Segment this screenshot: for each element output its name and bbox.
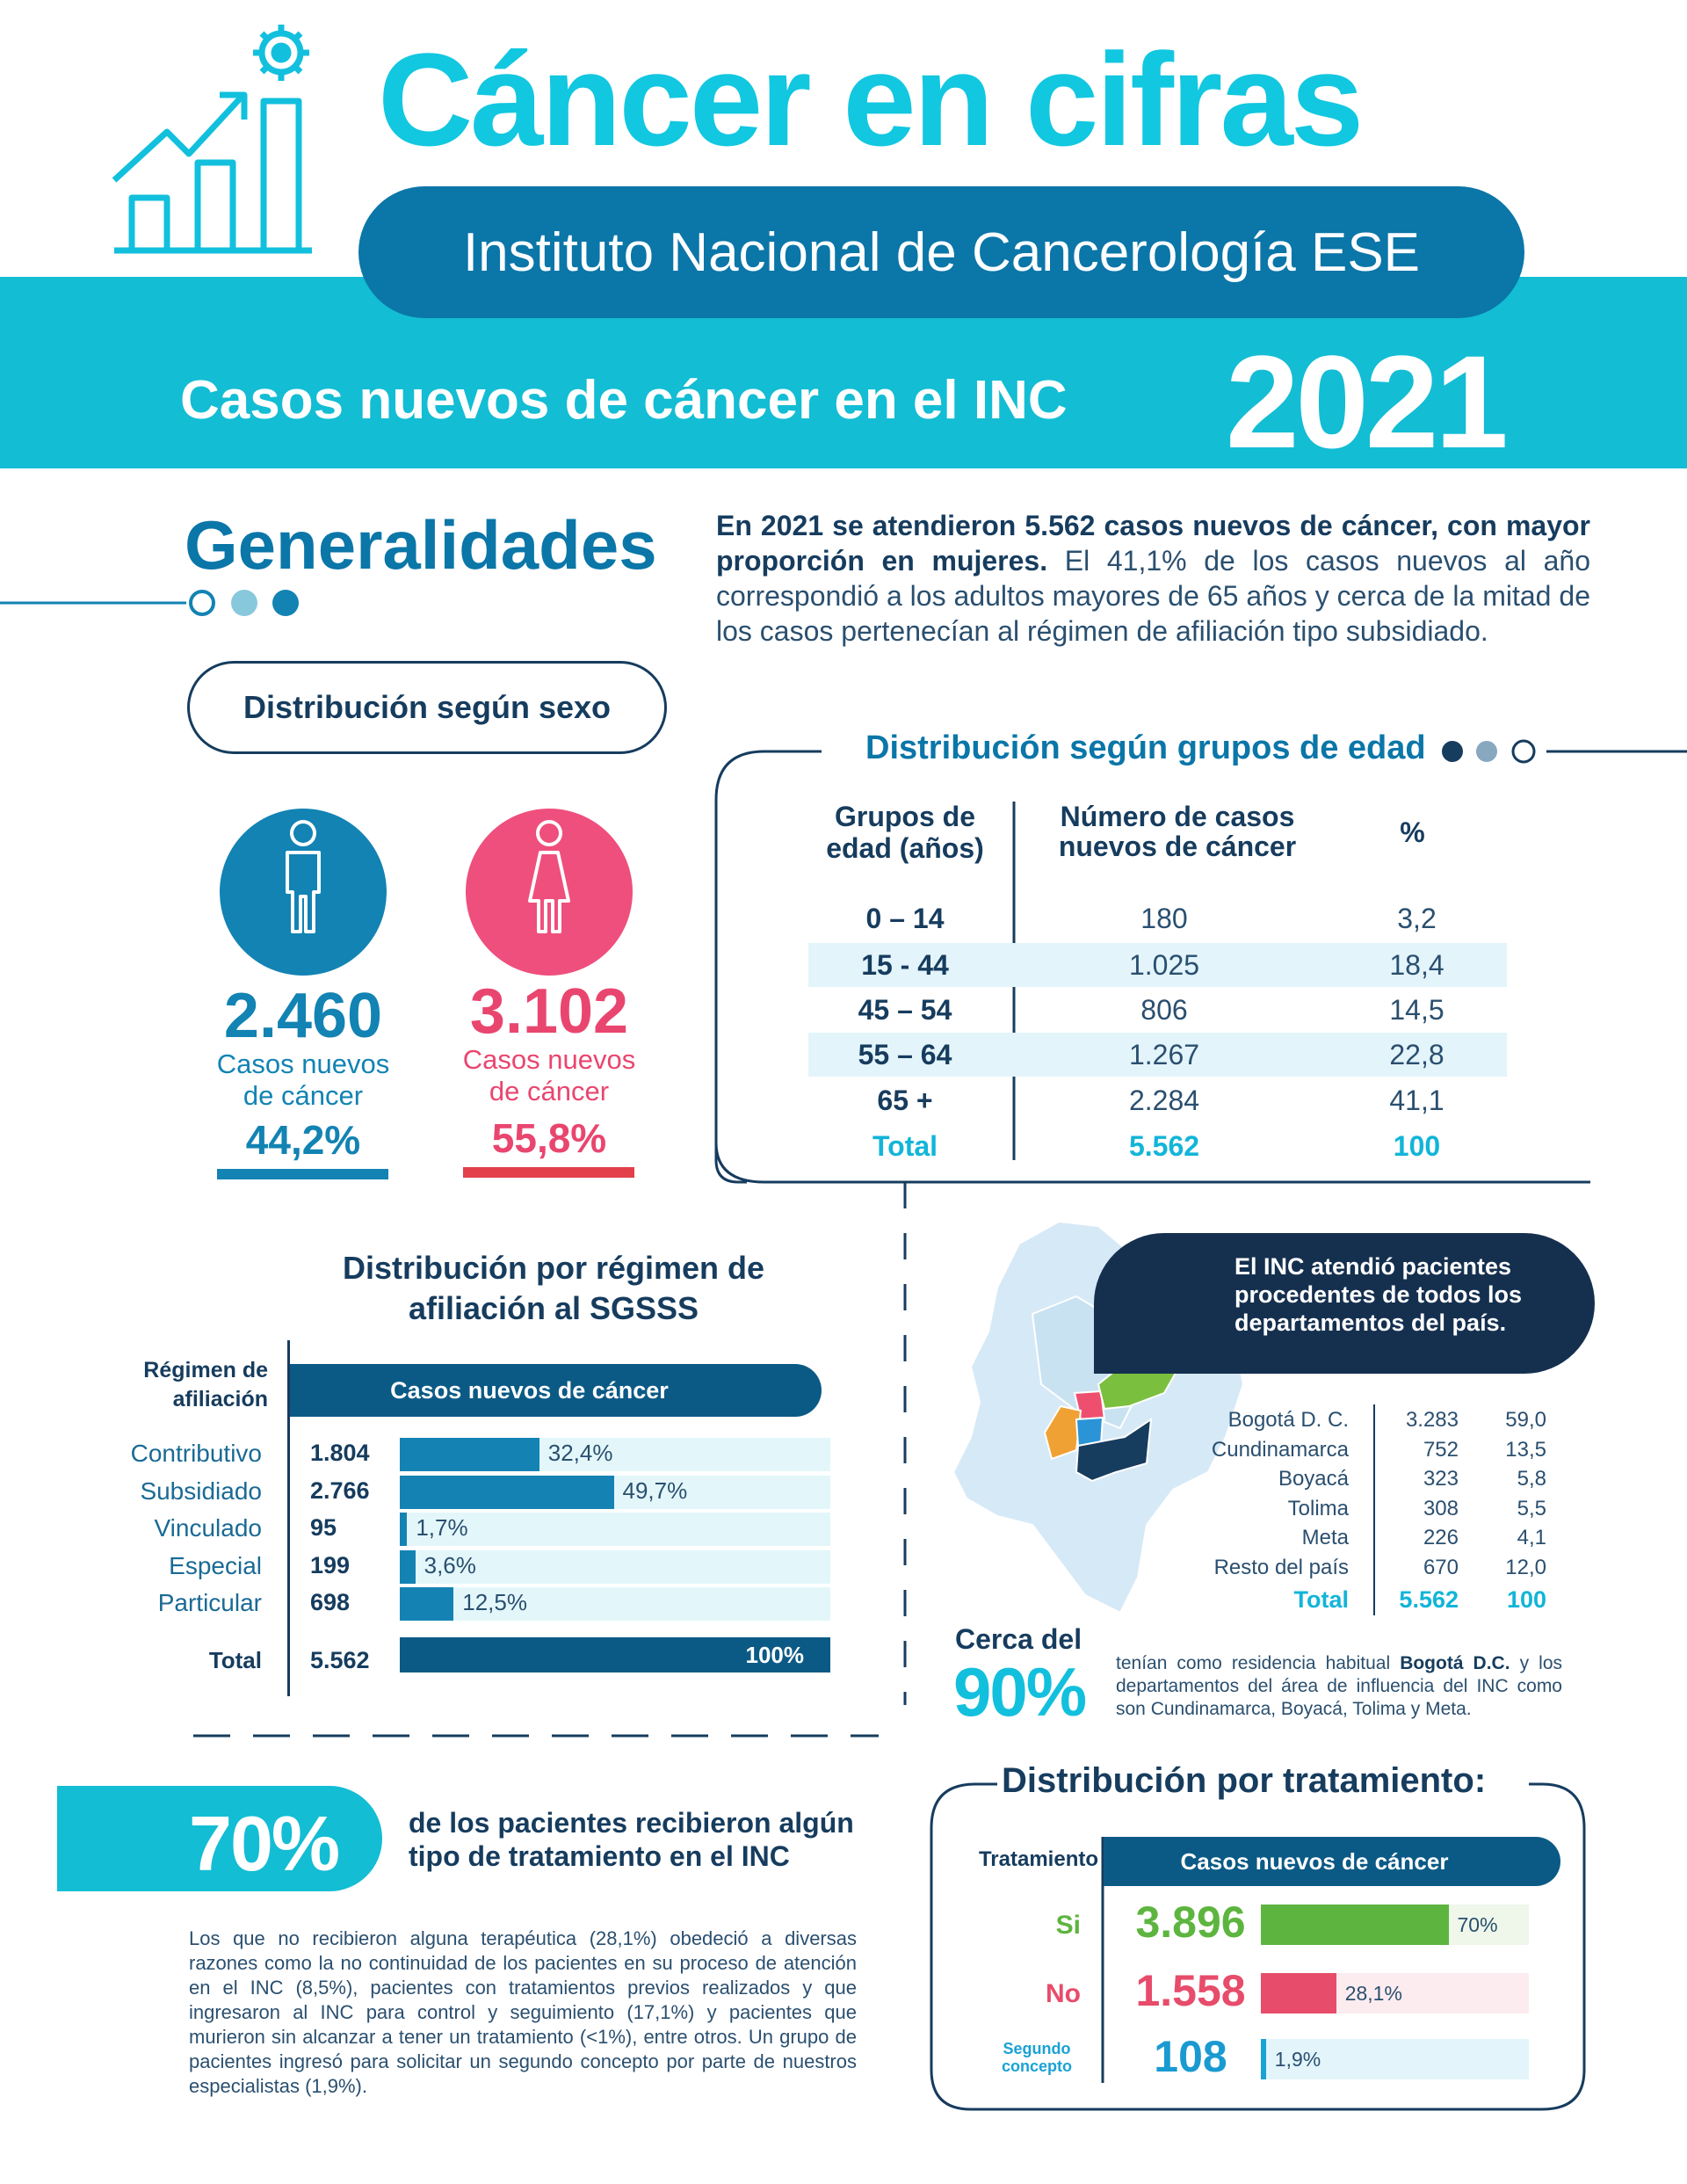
- regimen-value-label: 199: [310, 1551, 351, 1578]
- female-label-2: de cáncer: [489, 1076, 610, 1107]
- treatment-bar: [1261, 2039, 1266, 2079]
- regimen-total-pct: 100%: [745, 1642, 804, 1668]
- treatment-bar-track: [1261, 2039, 1529, 2079]
- table-row: [808, 1033, 1507, 1077]
- treatment-title: Distribución por tratamiento:: [1002, 1761, 1487, 1800]
- ninety-value: 90%: [953, 1653, 1086, 1731]
- dept-count: 308: [1423, 1496, 1459, 1520]
- treatment-header-bar: [1104, 1837, 1560, 1886]
- intro-paragraph: En 2021 se atendieron 5.562 casos nuevos de cáncer, con mayor proporción en mujeres. El 41,1% de los casos nuevos al año correspondió a los adultos mayores de 65 años y cerca de la mitad de los casos pertenecían al régimen de afiliación tipo subsidiado.: [716, 510, 1591, 647]
- regimen-total-label: Total: [208, 1647, 262, 1673]
- age-table-title: Distribución según grupos de edad: [865, 729, 1426, 766]
- dept-pct: 59,0: [1505, 1408, 1546, 1432]
- female-count: 3.102: [469, 976, 629, 1047]
- regimen-category-label: Contributivo: [130, 1440, 262, 1467]
- seventy-value: 70%: [189, 1800, 339, 1887]
- subtitle: Casos nuevos de cáncer en el INC: [180, 370, 1068, 431]
- male-label-2: de cáncer: [243, 1080, 364, 1111]
- age-group: 0 – 14: [865, 902, 945, 934]
- dept-count: 752: [1423, 1437, 1459, 1462]
- dept-count: 226: [1423, 1526, 1459, 1549]
- treatment-bar-track: [1261, 1973, 1529, 2013]
- dept-pct: 5,5: [1517, 1496, 1546, 1520]
- regimen-value-label: 95: [310, 1514, 337, 1541]
- treatment-col-label: Tratamiento: [978, 1847, 1098, 1871]
- age-count: 1.025: [1128, 948, 1200, 981]
- dept-name: Resto del país: [1213, 1555, 1349, 1579]
- dept-name: Bogotá D. C.: [1227, 1408, 1349, 1432]
- female-label-1: Casos nuevos: [462, 1044, 636, 1075]
- treatment-value-label: 108: [1154, 2032, 1227, 2081]
- female-icon: [523, 817, 576, 936]
- dept-table-divider: [1373, 1404, 1375, 1615]
- treatment-pct-label: 28,1%: [1344, 1982, 1402, 2005]
- male-icon: [277, 817, 329, 936]
- age-header-count-2: nuevos de cáncer: [1058, 831, 1297, 862]
- treatment-note: Los que no recibieron alguna terapéutica (28,1%) obedeció a diversas razones como la no continuidad de los pacientes en su proceso de atención en el INC (8,5%), pacientes con tratamientos previos realizados y que ingresaron al INC para control y seguimiento (17,1%) y pacientes que murieron sin alcanzar a tener un tratamiento (<1%), entre otros. Un grupo de pacientes ingresó para solicitar un segundo concepto por parte de nuestros especialistas (1,9%).: [189, 1927, 857, 2097]
- regimen-pct-label: 32,4%: [547, 1440, 613, 1466]
- map-callout: El INC atendió pacientes procedentes de todos los departamentos del país.: [1094, 1233, 1595, 1374]
- sexo-title: Distribución según sexo: [187, 661, 667, 754]
- regimen-total-value: 5.562: [310, 1647, 370, 1673]
- age-total-label: Total: [872, 1129, 938, 1162]
- treatment-category-label: Si: [1055, 1911, 1081, 1940]
- section-title-generalidades: Generalidades: [185, 506, 657, 584]
- table-row: [808, 988, 1507, 1032]
- age-header-pct: %: [1400, 816, 1425, 848]
- dept-name: Cundinamarca: [1211, 1437, 1349, 1462]
- age-header-group-2: edad (años): [826, 832, 984, 864]
- dept-total-name: Total: [1293, 1586, 1349, 1613]
- treatment-bar-track: [1261, 1905, 1529, 1945]
- female-underline: [463, 1167, 634, 1178]
- age-total-pct: 100: [1393, 1129, 1441, 1162]
- treatment-header: Casos nuevos de cáncer: [1180, 1847, 1449, 1875]
- age-group: 15 - 44: [861, 948, 949, 981]
- regimen-title: Distribución por régimen de afiliación al SGSSS: [342, 1250, 765, 1326]
- regimen-category-label: Subsidiado: [140, 1477, 262, 1505]
- year: 2021: [1226, 328, 1505, 475]
- institution-pill: Instituto Nacional de Cancerología ESE: [358, 186, 1524, 318]
- treatment-category-label: No: [1046, 1979, 1081, 2008]
- table-row-total: [808, 1124, 1507, 1168]
- age-pct: 41,1: [1389, 1084, 1444, 1116]
- cerca-label: Cerca del: [955, 1623, 1082, 1655]
- treatment-pct-label: 70%: [1457, 1913, 1498, 1936]
- female-pct: 55,8%: [491, 1115, 607, 1161]
- age-header-group-1: Grupos de: [834, 801, 975, 832]
- regimen-value-label: 2.766: [310, 1477, 370, 1504]
- age-group: 45 – 54: [858, 993, 952, 1026]
- page-title: Cáncer en cifras: [378, 25, 1362, 173]
- age-count: 180: [1140, 902, 1188, 934]
- dept-total-pct: 100: [1506, 1586, 1546, 1613]
- male-pct: 44,2%: [245, 1117, 361, 1163]
- dept-count: 670: [1423, 1555, 1459, 1579]
- dept-name: Boyacá: [1278, 1467, 1349, 1491]
- regimen-pct-label: 12,5%: [462, 1589, 527, 1615]
- treatment-category-label: Segundo concepto: [1001, 2040, 1072, 2075]
- treatment-value-label: 3.896: [1135, 1897, 1246, 1947]
- regimen-header: Casos nuevos de cáncer: [390, 1376, 669, 1404]
- treatment-value-label: 1.558: [1135, 1966, 1246, 2015]
- regimen-col-label-2: afiliación: [172, 1387, 268, 1411]
- dept-pct: 5,8: [1517, 1467, 1546, 1491]
- treatment-bar: [1261, 1905, 1449, 1945]
- regimen-col-label-1: Régimen de: [143, 1358, 268, 1382]
- age-count: 2.284: [1128, 1084, 1200, 1116]
- regimen-value-label: 698: [310, 1589, 351, 1615]
- section-divider: [0, 587, 316, 622]
- table-row: [808, 1078, 1507, 1122]
- dashed-divider: [193, 1178, 914, 1740]
- male-count: 2.460: [223, 981, 383, 1051]
- age-pct: 22,8: [1389, 1038, 1444, 1070]
- dept-pct: 4,1: [1517, 1526, 1546, 1549]
- dept-count: 3.283: [1405, 1408, 1459, 1432]
- male-label-1: Casos nuevos: [216, 1048, 390, 1079]
- age-group: 65 +: [877, 1084, 933, 1116]
- dept-pct: 13,5: [1505, 1437, 1546, 1462]
- regimen-category-label: Vinculado: [154, 1514, 262, 1542]
- age-count: 1.267: [1128, 1038, 1200, 1070]
- chart-growth-icon: [105, 18, 316, 255]
- dept-name: Tolima: [1287, 1496, 1349, 1520]
- regimen-pct-label: 1,7%: [416, 1514, 468, 1541]
- regimen-category-label: Particular: [157, 1589, 262, 1616]
- age-count: 806: [1140, 993, 1188, 1026]
- regimen-value-label: 1.804: [310, 1440, 370, 1466]
- table-row: [808, 943, 1507, 987]
- ninety-text: tenían como residencia habitual Bogotá D.C. y los departamentos del área de influencia del INC como son Cundinamarca, Boyacá, Tolima y Meta.: [1116, 1653, 1562, 1719]
- regimen-category-label: Especial: [169, 1551, 262, 1579]
- regimen-pct-label: 49,7%: [622, 1477, 688, 1504]
- age-pct: 14,5: [1389, 993, 1444, 1026]
- dept-count: 323: [1423, 1467, 1459, 1491]
- age-pct: 18,4: [1389, 948, 1444, 981]
- regimen-pct-label: 3,6%: [424, 1551, 476, 1578]
- age-group: 55 – 64: [858, 1038, 952, 1070]
- table-row: [808, 896, 1507, 940]
- dept-total-count: 5.562: [1399, 1586, 1459, 1613]
- treatment-bar: [1261, 1973, 1336, 2013]
- dept-pct: 12,0: [1505, 1555, 1546, 1579]
- age-header-count-1: Número de casos: [1060, 801, 1295, 832]
- seventy-text: de los pacientes recibieron algún tipo de tratamiento en el INC: [409, 1807, 854, 1872]
- age-pct: 3,2: [1397, 902, 1437, 934]
- treatment-pct-label: 1,9%: [1274, 2048, 1321, 2071]
- dept-name: Meta: [1301, 1526, 1349, 1549]
- age-total-count: 5.562: [1128, 1129, 1200, 1162]
